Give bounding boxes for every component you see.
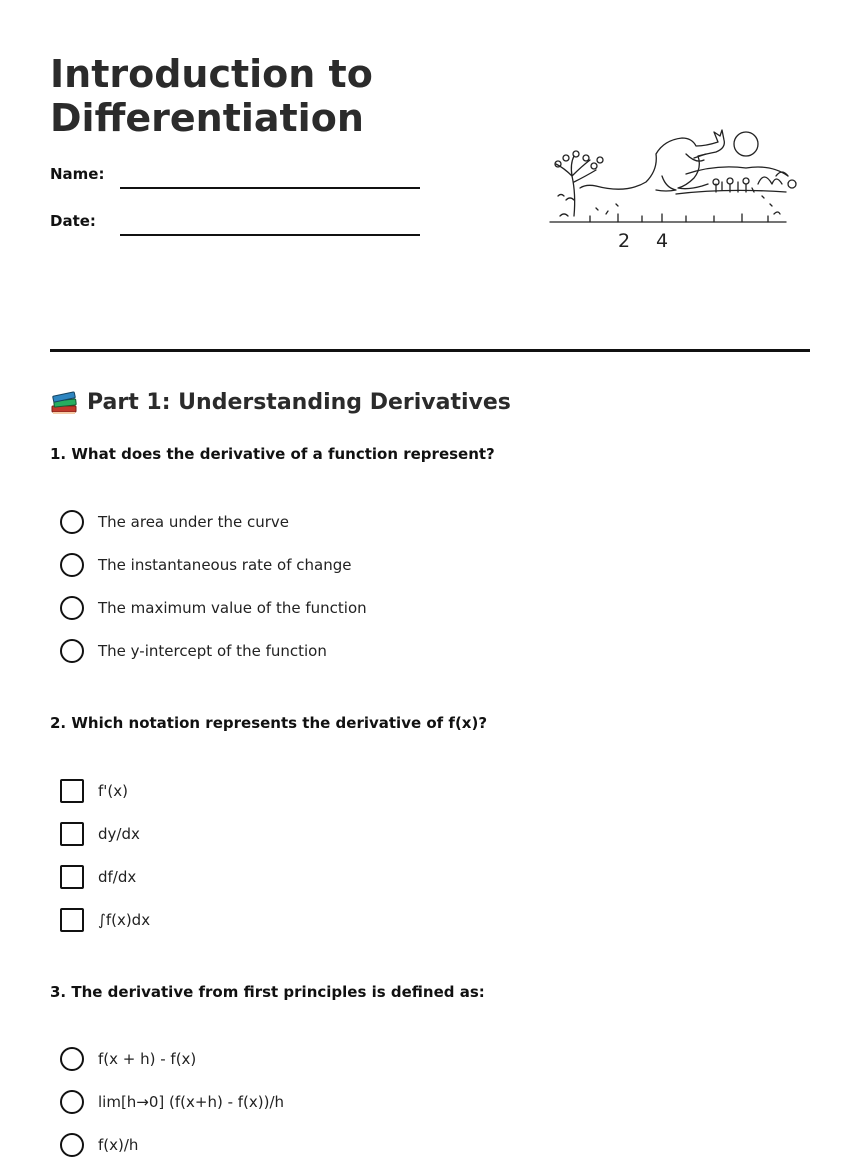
tick-label-2: 2 [617, 230, 631, 252]
date-field[interactable] [120, 234, 420, 236]
tick-label-4: 4 [655, 230, 669, 252]
question-3-option-1[interactable] [60, 1046, 196, 1072]
question-1-option-1[interactable] [60, 509, 289, 535]
name-label: Name: [50, 165, 105, 183]
option-label: dy/dx [98, 825, 140, 843]
section-title [50, 388, 511, 416]
question-3-option-3[interactable] [60, 1132, 138, 1158]
radio-button[interactable] [60, 510, 84, 534]
question-1-option-3[interactable] [60, 595, 367, 621]
question-1-option-4[interactable] [60, 638, 327, 664]
section-divider [50, 349, 810, 352]
radio-button[interactable] [60, 1090, 84, 1114]
radio-button[interactable] [60, 596, 84, 620]
question-1-option-2[interactable] [60, 552, 351, 578]
checkbox[interactable] [60, 908, 84, 932]
radio-button[interactable] [60, 1133, 84, 1157]
question-2-option-3[interactable] [60, 864, 136, 890]
question-3-prompt: 3. The derivative from first principles is defined as: [50, 983, 485, 1001]
option-label: The area under the curve [98, 513, 289, 531]
radio-button[interactable] [60, 1047, 84, 1071]
option-label: lim[h→0] (f(x+h) - f(x))/h [98, 1093, 285, 1111]
books-icon [50, 388, 78, 416]
option-label: f(x + h) - f(x) [98, 1050, 197, 1068]
radio-button[interactable] [60, 639, 84, 663]
question-3-option-2[interactable] [60, 1089, 284, 1115]
option-label: The instantaneous rate of change [98, 556, 352, 574]
option-label: f'(x) [98, 782, 128, 800]
question-2-prompt: 2. Which notation represents the derivative of f(x)? [50, 714, 488, 732]
option-label: ∫f(x)dx [98, 911, 151, 929]
name-field[interactable] [120, 187, 420, 189]
section-title-text: Part 1: Understanding Derivatives [87, 389, 511, 415]
question-1-prompt: 1. What does the derivative of a function represent? [50, 445, 495, 463]
checkbox[interactable] [60, 865, 84, 889]
option-label: The maximum value of the function [98, 599, 367, 617]
title-line-1: Introduction to [50, 52, 373, 96]
checkbox[interactable] [60, 822, 84, 846]
checkbox[interactable] [60, 779, 84, 803]
option-label: df/dx [98, 868, 137, 886]
kangaroo-number-line-icon [546, 124, 800, 254]
question-2-option-2[interactable] [60, 821, 140, 847]
radio-button[interactable] [60, 553, 84, 577]
question-2-option-4[interactable] [60, 907, 150, 933]
question-2-option-1[interactable] [60, 778, 128, 804]
date-label: Date: [50, 212, 96, 230]
option-label: The y-intercept of the function [98, 642, 327, 660]
option-label: f(x)/h [98, 1136, 139, 1154]
page-title [50, 52, 410, 140]
title-line-2: Differentiation [50, 96, 364, 140]
